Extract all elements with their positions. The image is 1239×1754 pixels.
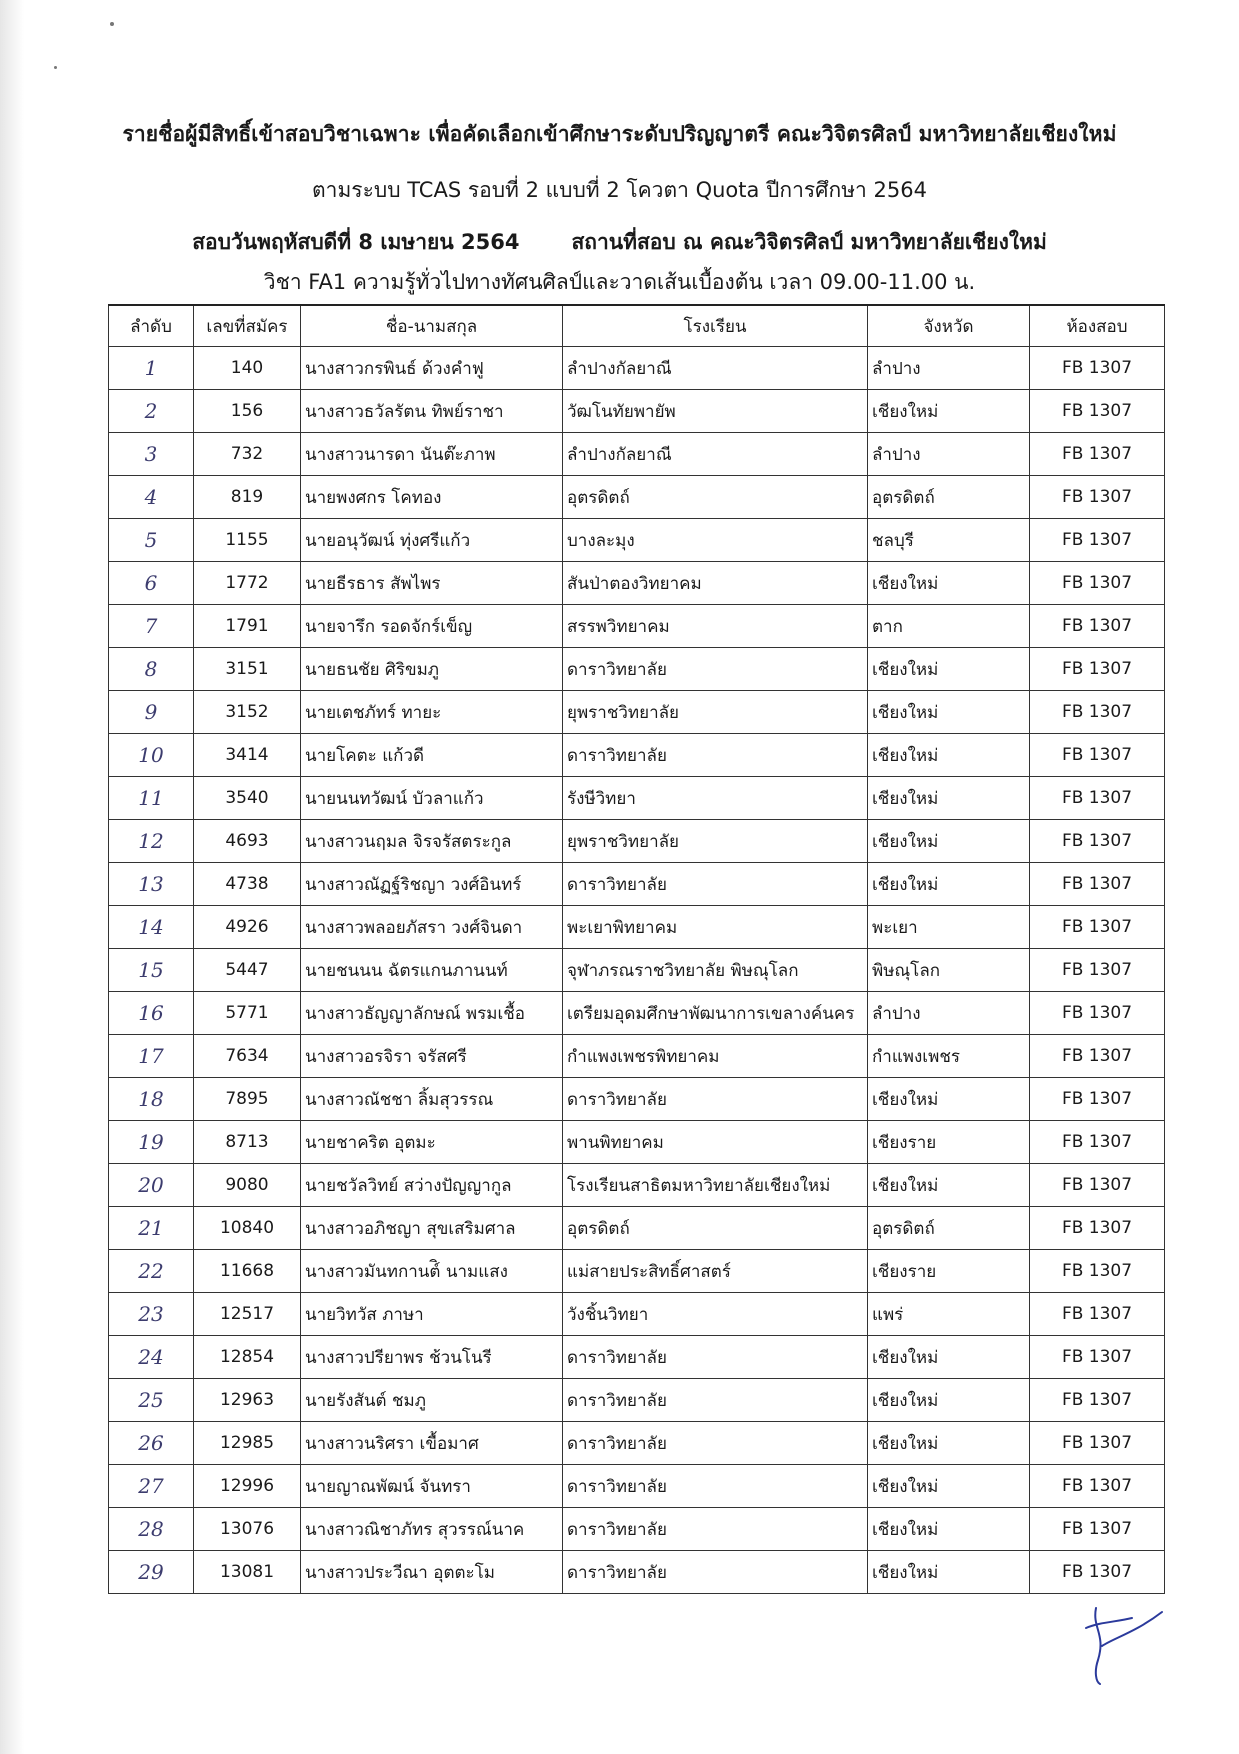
candidate-name: นายอนุวัฒน์ ทุ่งศรีแก้ว [301,519,563,562]
row-number: 29 [109,1551,194,1594]
table-row [109,390,1165,433]
row-number: 18 [109,1078,194,1121]
exam-room: FB 1307 [1030,1207,1165,1250]
exam-room: FB 1307 [1030,605,1165,648]
application-number: 10840 [194,1207,301,1250]
row-number: 15 [109,949,194,992]
document-subtitle: ตามระบบ TCAS รอบที่ 2 แบบที่ 2 โควตา Quota ปีการศึกษา 2564 [312,178,927,202]
application-number: 1155 [194,519,301,562]
exam-room: FB 1307 [1030,1293,1165,1336]
exam-room: FB 1307 [1030,519,1165,562]
exam-room: FB 1307 [1030,433,1165,476]
application-number: 140 [194,347,301,390]
province-name: ลำปาง [868,992,1030,1035]
application-number: 4693 [194,820,301,863]
school-name: ยุพราชวิทยาลัย [563,820,868,863]
candidate-name: นางสาวธัญญาลักษณ์ พรมเชื้อ [301,992,563,1035]
row-number: 1 [109,347,194,390]
candidate-name: นายจารึก รอดจักร์เข็ญ [301,605,563,648]
candidate-name: นายญาณพัฒน์ จันทรา [301,1465,563,1508]
table-row [109,691,1165,734]
scan-speck [54,66,57,69]
school-name: กำแพงเพชรพิทยาคม [563,1035,868,1078]
candidate-name: นายชาคริต อุตมะ [301,1121,563,1164]
candidate-name: นางสาวมันทกานต์ิ นามแสง [301,1250,563,1293]
province-name: เชียงใหม่ [868,1422,1030,1465]
province-name: เชียงราย [868,1121,1030,1164]
school-name: เตรียมอุดมศึกษาพัฒนาการเขลางค์นคร [563,992,868,1035]
exam-room: FB 1307 [1030,1422,1165,1465]
exam-room: FB 1307 [1030,1551,1165,1594]
exam-room: FB 1307 [1030,648,1165,691]
province-name: เชียงราย [868,1250,1030,1293]
application-number: 4738 [194,863,301,906]
row-number: 19 [109,1121,194,1164]
row-number: 28 [109,1508,194,1551]
table-row [109,347,1165,390]
exam-room: FB 1307 [1030,562,1165,605]
table-row [109,777,1165,820]
row-number: 22 [109,1250,194,1293]
candidate-name: นางสาวพลอยภัสรา วงศ์จินดา [301,906,563,949]
application-number: 819 [194,476,301,519]
header-school: โรงเรียน [563,305,868,347]
row-number: 10 [109,734,194,777]
application-number: 12963 [194,1379,301,1422]
application-number: 1791 [194,605,301,648]
table-row [109,949,1165,992]
school-name: ดาราวิทยาลัย [563,1379,868,1422]
candidate-name: นายนนทวัฒน์ บัวลาแก้ว [301,777,563,820]
exam-room: FB 1307 [1030,777,1165,820]
exam-room: FB 1307 [1030,1336,1165,1379]
row-number: 3 [109,433,194,476]
table-row [109,648,1165,691]
school-name: ลำปางกัลยาณี [563,347,868,390]
application-number: 5771 [194,992,301,1035]
exam-room: FB 1307 [1030,1121,1165,1164]
application-number: 8713 [194,1121,301,1164]
candidate-name: นายชนนน ฉัตรแกนภานนท์ [301,949,563,992]
application-number: 12985 [194,1422,301,1465]
candidate-name: นางสาวณิชาภัทร สุวรรณ์นาค [301,1508,563,1551]
row-number: 11 [109,777,194,820]
province-name: พะเยา [868,906,1030,949]
table-row [109,906,1165,949]
province-name: อุตรดิตถ์ [868,1207,1030,1250]
application-number: 12854 [194,1336,301,1379]
table-header-row [109,305,1165,347]
province-name: เชียงใหม่ [868,648,1030,691]
row-number: 21 [109,1207,194,1250]
school-name: ดาราวิทยาลัย [563,1465,868,1508]
row-number: 9 [109,691,194,734]
province-name: เชียงใหม่ [868,1551,1030,1594]
application-number: 13076 [194,1508,301,1551]
table-row [109,1293,1165,1336]
province-name: เชียงใหม่ [868,1336,1030,1379]
exam-room: FB 1307 [1030,1250,1165,1293]
application-number: 12517 [194,1293,301,1336]
table-row [109,992,1165,1035]
exam-room: FB 1307 [1030,734,1165,777]
application-number: 4926 [194,906,301,949]
school-name: ยุพราชวิทยาลัย [563,691,868,734]
province-name: พิษณุโลก [868,949,1030,992]
scan-speck [110,22,114,26]
school-name: ดาราวิทยาลัย [563,1551,868,1594]
row-number: 7 [109,605,194,648]
table-row [109,476,1165,519]
province-name: ลำปาง [868,433,1030,476]
application-number: 7634 [194,1035,301,1078]
row-number: 25 [109,1379,194,1422]
exam-room: FB 1307 [1030,1379,1165,1422]
exam-room: FB 1307 [1030,691,1165,734]
exam-room: FB 1307 [1030,906,1165,949]
province-name: เชียงใหม่ [868,734,1030,777]
school-name: ดาราวิทยาลัย [563,1422,868,1465]
row-number: 12 [109,820,194,863]
province-name: แพร่ [868,1293,1030,1336]
application-number: 3152 [194,691,301,734]
table-row [109,1465,1165,1508]
exam-room: FB 1307 [1030,476,1165,519]
row-number: 17 [109,1035,194,1078]
table-row [109,605,1165,648]
exam-room: FB 1307 [1030,863,1165,906]
candidate-name: นางสาวธวัลรัตน ทิพย์ราชา [301,390,563,433]
school-name: ดาราวิทยาลัย [563,648,868,691]
table-row [109,433,1165,476]
table-row [109,1551,1165,1594]
exam-room: FB 1307 [1030,1035,1165,1078]
table-row [109,1164,1165,1207]
province-name: ชลบุรี [868,519,1030,562]
province-name: กำแพงเพชร [868,1035,1030,1078]
row-number: 4 [109,476,194,519]
exam-subject: วิชา FA1 ความรู้ทั่วไปทางทัศนศิลป์และวาดเส้นเบื้องต้น เวลา 09.00-11.00 น. [263,270,976,294]
application-number: 13081 [194,1551,301,1594]
scan-edge-shadow [0,0,24,1754]
candidate-name: นายโคตะ แก้วดี [301,734,563,777]
table-row [109,1207,1165,1250]
school-name: สันป่าตองวิทยาคม [563,562,868,605]
application-number: 156 [194,390,301,433]
table-row [109,1336,1165,1379]
candidate-name: นางสาวปรียาพร ช้วนโนรี [301,1336,563,1379]
candidate-name: นางสาวประวีณา อุตตะโม [301,1551,563,1594]
province-name: เชียงใหม่ [868,390,1030,433]
exam-room: FB 1307 [1030,1078,1165,1121]
school-name: โรงเรียนสาธิตมหาวิทยาลัยเชียงใหม่ [563,1164,868,1207]
table-row [109,1379,1165,1422]
school-name: สรรพวิทยาคม [563,605,868,648]
application-number: 9080 [194,1164,301,1207]
row-number: 13 [109,863,194,906]
row-number: 14 [109,906,194,949]
exam-venue: สถานที่สอบ ณ คณะวิจิตรศิลป์ มหาวิทยาลัยเชียงใหม่ [571,230,1047,254]
table-row [109,1508,1165,1551]
school-name: ดาราวิทยาลัย [563,1508,868,1551]
table-row [109,562,1165,605]
candidate-name: นางสาวอภิชญา สุขเสริมศาล [301,1207,563,1250]
province-name: เชียงใหม่ [868,777,1030,820]
exam-date-venue [0,226,1239,259]
school-name: ดาราวิทยาลัย [563,1078,868,1121]
table-row [109,1035,1165,1078]
school-name: พานพิทยาคม [563,1121,868,1164]
province-name: อุตรดิตถ์ [868,476,1030,519]
candidate-name: นายธนชัย ศิริขมภู [301,648,563,691]
table-row [109,1121,1165,1164]
candidate-name: นางสาวนริศรา เขื้อมาศ [301,1422,563,1465]
province-name: เชียงใหม่ [868,1465,1030,1508]
candidate-name: นายรังสันต์ ชมภู [301,1379,563,1422]
province-name: เชียงใหม่ [868,1164,1030,1207]
school-name: อุตรดิตถ์ [563,476,868,519]
row-number: 16 [109,992,194,1035]
candidate-table [108,304,1165,1594]
exam-room: FB 1307 [1030,1508,1165,1551]
candidate-name: นายพงศกร โคทอง [301,476,563,519]
province-name: เชียงใหม่ [868,1078,1030,1121]
candidate-name: นางสาวอรจิรา จรัสศรี [301,1035,563,1078]
province-name: เชียงใหม่ [868,820,1030,863]
table-row [109,1078,1165,1121]
school-name: รังษีวิทยา [563,777,868,820]
table-body [109,347,1165,1594]
school-name: อุตรดิตถ์ [563,1207,868,1250]
province-name: เชียงใหม่ [868,562,1030,605]
row-number: 24 [109,1336,194,1379]
table-row [109,1422,1165,1465]
application-number: 12996 [194,1465,301,1508]
application-number: 3540 [194,777,301,820]
document-title: รายชื่อผู้มีสิทธิ์เข้าสอบวิชาเฉพาะ เพื่อคัดเลือกเข้าศึกษาระดับปริญญาตรี คณะวิจิตรศิลป์ มหาวิทยาลัยเชียงใหม่ [122,122,1117,146]
header-room: ห้องสอบ [1030,305,1165,347]
school-name: วัฒโนทัยพายัพ [563,390,868,433]
province-name: เชียงใหม่ [868,1508,1030,1551]
application-number: 11668 [194,1250,301,1293]
header-application-no: เลขที่สมัคร [194,305,301,347]
application-number: 732 [194,433,301,476]
row-number: 27 [109,1465,194,1508]
candidate-name: นางสาวณัชชา ลิ้มสุวรรณ [301,1078,563,1121]
province-name: เชียงใหม่ [868,691,1030,734]
exam-room: FB 1307 [1030,1465,1165,1508]
table-row [109,734,1165,777]
application-number: 7895 [194,1078,301,1121]
signature-mark [1076,1598,1166,1688]
exam-room: FB 1307 [1030,390,1165,433]
school-name: ดาราวิทยาลัย [563,734,868,777]
candidate-name: นายเตชภัทร์ ทายะ [301,691,563,734]
exam-room: FB 1307 [1030,949,1165,992]
row-number: 6 [109,562,194,605]
candidate-name: นางสาวณัฏฐ์ริชญา วงศ์อินทร์ [301,863,563,906]
school-name: แม่สายประสิทธิ์ศาสตร์ [563,1250,868,1293]
exam-room: FB 1307 [1030,992,1165,1035]
candidate-name: นางสาวกรพินธ์ ด้วงคำฟู [301,347,563,390]
province-name: เชียงใหม่ [868,1379,1030,1422]
candidate-name: นายวิทวัส ภาษา [301,1293,563,1336]
application-number: 3414 [194,734,301,777]
candidate-name: นายธีรธาร สัพไพร [301,562,563,605]
province-name: ตาก [868,605,1030,648]
exam-room: FB 1307 [1030,820,1165,863]
application-number: 1772 [194,562,301,605]
application-number: 3151 [194,648,301,691]
header-name: ชื่อ-นามสกุล [301,305,563,347]
school-name: พะเยาพิทยาคม [563,906,868,949]
header-province: จังหวัด [868,305,1030,347]
header-no: ลำดับ [109,305,194,347]
row-number: 26 [109,1422,194,1465]
school-name: ลำปางกัลยาณี [563,433,868,476]
school-name: วังชิ้นวิทยา [563,1293,868,1336]
application-number: 5447 [194,949,301,992]
exam-room: FB 1307 [1030,1164,1165,1207]
row-number: 5 [109,519,194,562]
candidate-name: นายชวัลวิทย์ สว่างปัญญากูล [301,1164,563,1207]
province-name: เชียงใหม่ [868,863,1030,906]
table-row [109,820,1165,863]
exam-date: สอบวันพฤหัสบดีที่ 8 เมษายน 2564 [192,230,520,254]
school-name: ดาราวิทยาลัย [563,1336,868,1379]
table-row [109,1250,1165,1293]
table-row [109,519,1165,562]
school-name: บางละมุง [563,519,868,562]
row-number: 8 [109,648,194,691]
province-name: ลำปาง [868,347,1030,390]
row-number: 20 [109,1164,194,1207]
exam-room: FB 1307 [1030,347,1165,390]
school-name: ดาราวิทยาลัย [563,863,868,906]
candidate-name: นางสาวนารดา นันต๊ะภาพ [301,433,563,476]
table-row [109,863,1165,906]
row-number: 23 [109,1293,194,1336]
candidate-name: นางสาวนฤมล จิรจรัสตระกูล [301,820,563,863]
school-name: จุฬาภรณราชวิทยาลัย พิษณุโลก [563,949,868,992]
row-number: 2 [109,390,194,433]
